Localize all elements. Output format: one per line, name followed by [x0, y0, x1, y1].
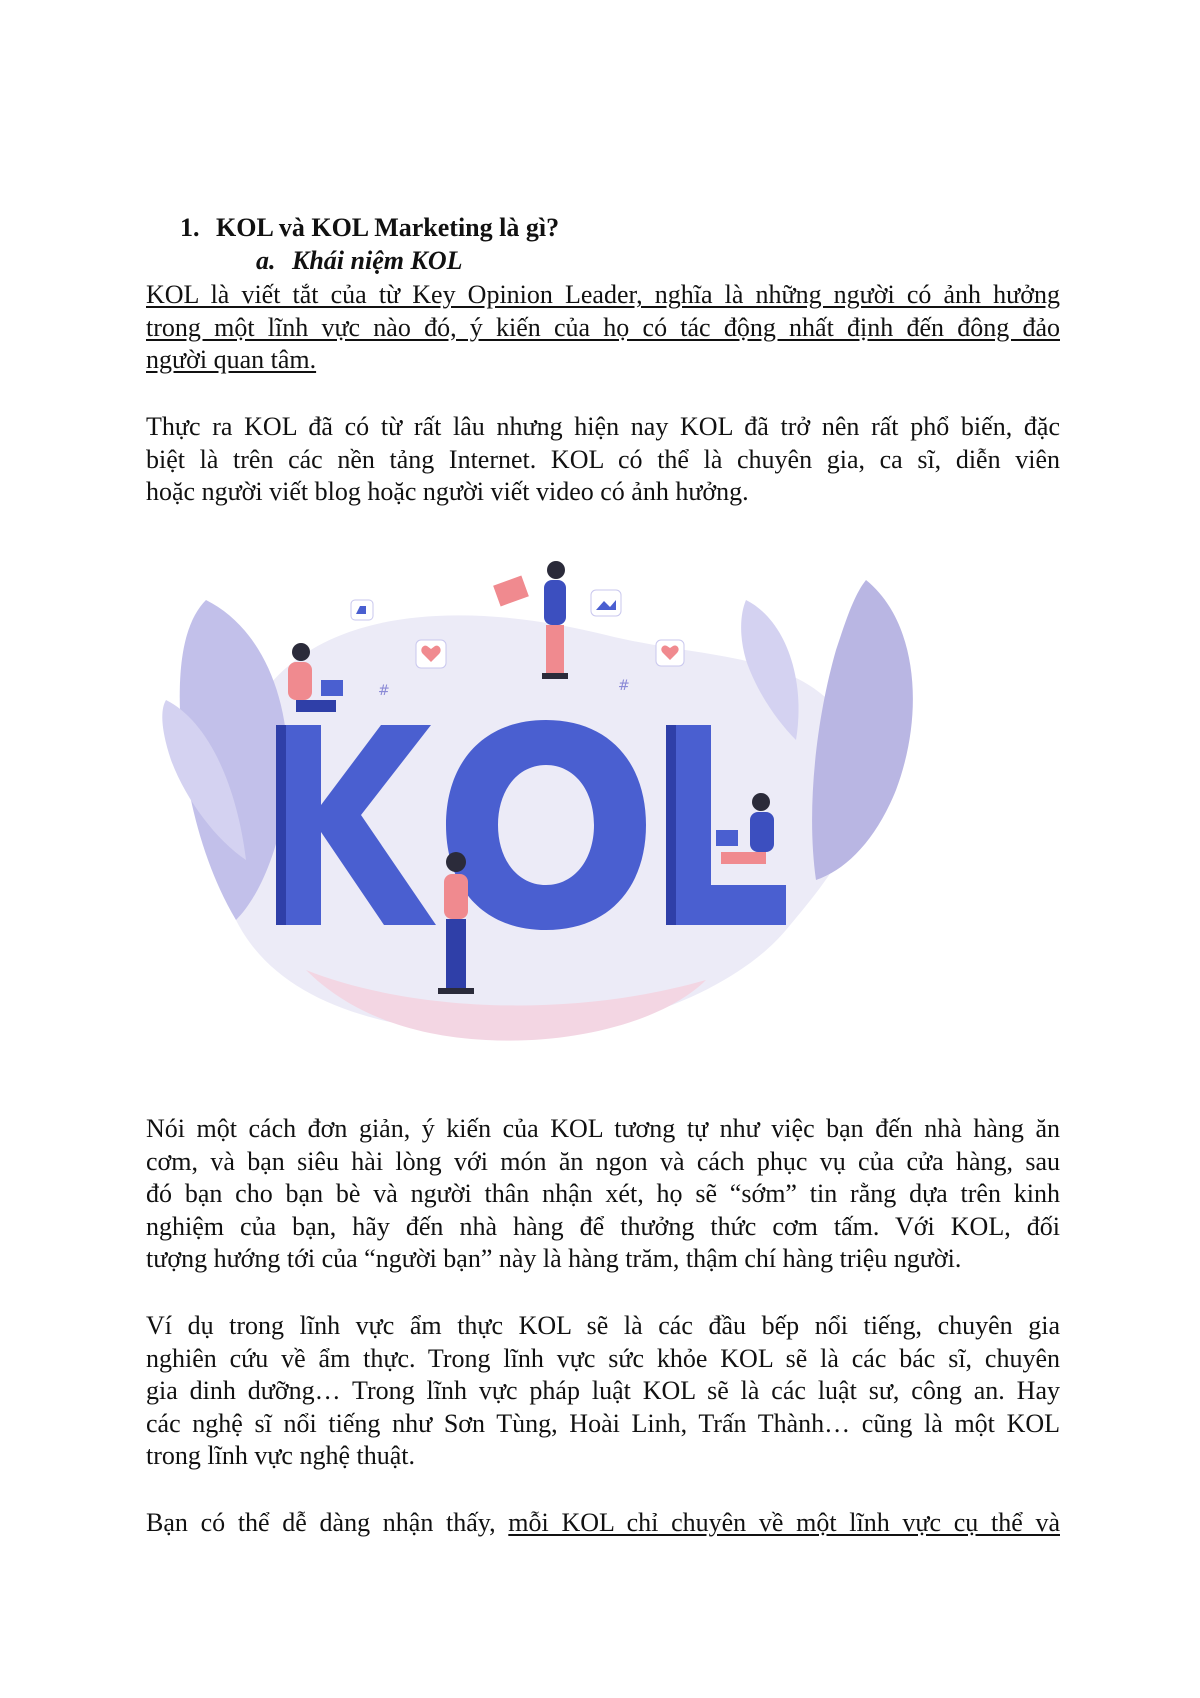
paragraph-line: trong một lĩnh vực nào đó, ý kiến của họ có tác động nhất định đến đông đảo	[146, 312, 1060, 342]
person-legs	[721, 852, 766, 864]
paragraph-line: KOL là viết tắt của từ Key Opinion Leader, nghĩa là những người có ảnh hưởng	[146, 280, 1060, 309]
section-number: 1.	[180, 213, 200, 242]
leaf-right-large	[812, 580, 913, 880]
closing-underlined-text: mỗi KOL chỉ chuyên về một lĩnh vực cụ thể và	[508, 1508, 1060, 1537]
paragraph-line: nghiệm của bạn, hãy đến nhà hàng để thưởng thức cơm tấm. Với KOL, đối	[146, 1211, 1060, 1241]
closing-plain-text: Bạn có thể dễ dàng nhận thấy,	[146, 1508, 509, 1537]
subsection-heading	[256, 245, 462, 277]
section-heading	[180, 212, 559, 244]
paragraph-line: gia dinh dưỡng… Trong lĩnh vực pháp luật KOL sẽ là các luật sư, công an. Hay	[146, 1376, 1060, 1405]
paragraph-line: đó bạn cho bạn bè và người thân nhận xét, họ sẽ “sớm” tin rằng dựa trên kinh	[146, 1179, 1060, 1208]
letter-l-shade	[666, 725, 676, 925]
person-body	[444, 874, 468, 919]
paragraph-line	[146, 1507, 1060, 1540]
person-legs	[296, 700, 336, 712]
paragraph-line: nghiên cứu về ẩm thực. Trong lĩnh vực sức khỏe KOL sẽ là các bác sĩ, chuyên	[146, 1343, 1060, 1373]
examples-paragraph	[146, 1310, 1060, 1473]
person-head	[292, 643, 310, 661]
person-head	[752, 793, 770, 811]
paragraph-line: Thực ra KOL đã có từ rất lâu nhưng hiện nay KOL đã trở nên rất phổ biến, đặc	[146, 412, 1060, 441]
person-body	[544, 580, 566, 625]
subsection-letter: a.	[256, 246, 276, 275]
paragraph-line: cơm, và bạn siêu hài lòng với món ăn ngon và cách phục vụ của cửa hàng, sau	[146, 1146, 1060, 1176]
paragraph-line: trong lĩnh vực nghệ thuật.	[146, 1441, 415, 1470]
megaphone-icon	[493, 576, 529, 607]
laptop-icon	[716, 830, 738, 846]
paragraph-line: tượng hướng tới của “người bạn” này là hàng trăm, thậm chí hàng triệu người.	[146, 1244, 962, 1273]
person-feet	[542, 673, 568, 679]
laptop-icon	[321, 680, 343, 696]
analogy-paragraph	[146, 1113, 1060, 1276]
person-head	[547, 561, 565, 579]
hash-icon: #	[378, 683, 390, 699]
kol-illustration	[146, 540, 936, 1060]
person-legs	[446, 919, 466, 989]
closing-paragraph	[146, 1507, 1060, 1540]
history-paragraph	[146, 411, 1060, 509]
letter-k-shade	[276, 725, 286, 925]
subsection-title: Khái niệm KOL	[292, 246, 463, 275]
paragraph-line: Ví dụ trong lĩnh vực ẩm thực KOL sẽ là các đầu bếp nổi tiếng, chuyên gia	[146, 1311, 1060, 1340]
person-body	[288, 662, 312, 700]
paragraph-line: Nói một cách đơn giản, ý kiến của KOL tương tự như việc bạn đến nhà hàng ăn	[146, 1114, 1060, 1143]
person-feet	[438, 988, 474, 994]
paragraph-line: biệt là trên các nền tảng Internet. KOL có thể là chuyên gia, ca sĩ, diễn viên	[146, 444, 1060, 474]
definition-paragraph	[146, 279, 1060, 377]
paragraph-line: người quan tâm.	[146, 345, 317, 374]
person-body	[750, 812, 774, 852]
person-head	[446, 852, 466, 872]
hash-icon: #	[618, 678, 630, 694]
section-title: KOL và KOL Marketing là gì?	[216, 213, 560, 242]
person-legs	[546, 625, 564, 675]
paragraph-line: các nghệ sĩ nổi tiếng như Sơn Tùng, Hoài Linh, Trấn Thành… cũng là một KOL	[146, 1408, 1060, 1438]
paragraph-line: hoặc người viết blog hoặc người viết video có ảnh hưởng.	[146, 477, 749, 506]
